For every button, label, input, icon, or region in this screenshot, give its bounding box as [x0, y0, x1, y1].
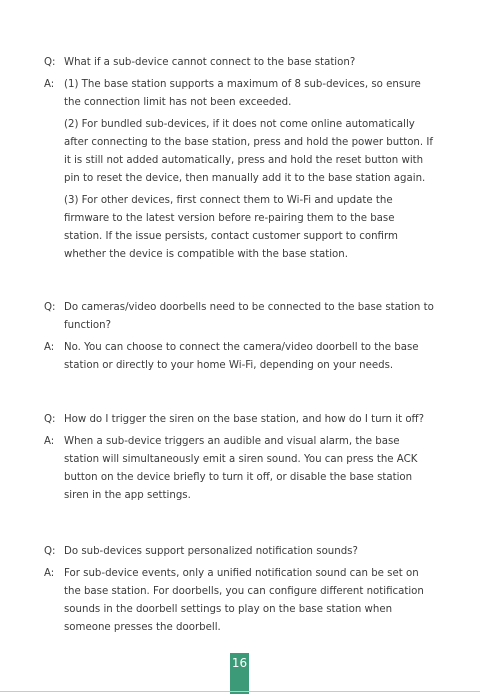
bottom-divider	[0, 691, 480, 692]
question-label: Q:	[44, 57, 56, 68]
question-row	[44, 543, 436, 561]
question-text: How do I trigger the siren on the base station, and how do I turn it off?	[64, 414, 424, 425]
question-label: Q:	[44, 302, 56, 313]
answer-label: A:	[44, 568, 55, 579]
answer-body	[64, 339, 436, 375]
answer-body	[64, 433, 436, 505]
faq-item	[44, 299, 436, 375]
answer-body	[64, 76, 436, 264]
answer-paragraph: (2) For bundled sub-devices, if it does not come online automatically after connecting to the base station, press and hold the power button. If it is still not added automatically, press and hold the reset button with pin to reset the device, then manually add it to the base station again.	[64, 119, 433, 184]
answer-paragraph: No. You can choose to connect the camera/video doorbell to the base station or directly to your home Wi-Fi, depending on your needs.	[64, 342, 419, 371]
answer-row	[44, 339, 436, 375]
answer-paragraph: (1) The base station supports a maximum of 8 sub-devices, so ensure the connection limit has not been exceeded.	[64, 79, 421, 108]
answer-label: A:	[44, 436, 55, 447]
question-text: Do sub-devices support personalized notification sounds?	[64, 546, 358, 557]
question-text: What if a sub-device cannot connect to the base station?	[64, 57, 356, 68]
answer-row	[44, 76, 436, 264]
answer-row	[44, 565, 436, 637]
answer-paragraph: (3) For other devices, first connect them to Wi-Fi and update the firmware to the latest version before re-pairing them to the base station. If the issue persists, contact customer support to confirm whether the device is compatible with the base station.	[64, 195, 398, 260]
answer-row	[44, 433, 436, 505]
answer-paragraph: When a sub-device triggers an audible and visual alarm, the base station will simultaneously emit a siren sound. You can press the ACK button on the device briefly to turn it off, or disable the base station siren in the app settings.	[64, 436, 418, 501]
question-row	[44, 411, 436, 429]
page-number: 16	[230, 653, 249, 694]
answer-label: A:	[44, 342, 55, 353]
answer-body	[64, 565, 436, 637]
question-label: Q:	[44, 546, 56, 557]
question-row	[44, 299, 436, 335]
question-label: Q:	[44, 414, 56, 425]
faq-item	[44, 54, 436, 264]
faq-item	[44, 411, 436, 505]
answer-paragraph: For sub-device events, only a unified notification sound can be set on the base station. For doorbells, you can configure different notification sounds in the doorbell settings to play on the base station when someone presses the doorbell.	[64, 568, 424, 633]
answer-label: A:	[44, 79, 55, 90]
question-text: Do cameras/video doorbells need to be connected to the base station to function?	[64, 302, 434, 331]
faq-item	[44, 543, 436, 637]
question-row	[44, 54, 436, 72]
